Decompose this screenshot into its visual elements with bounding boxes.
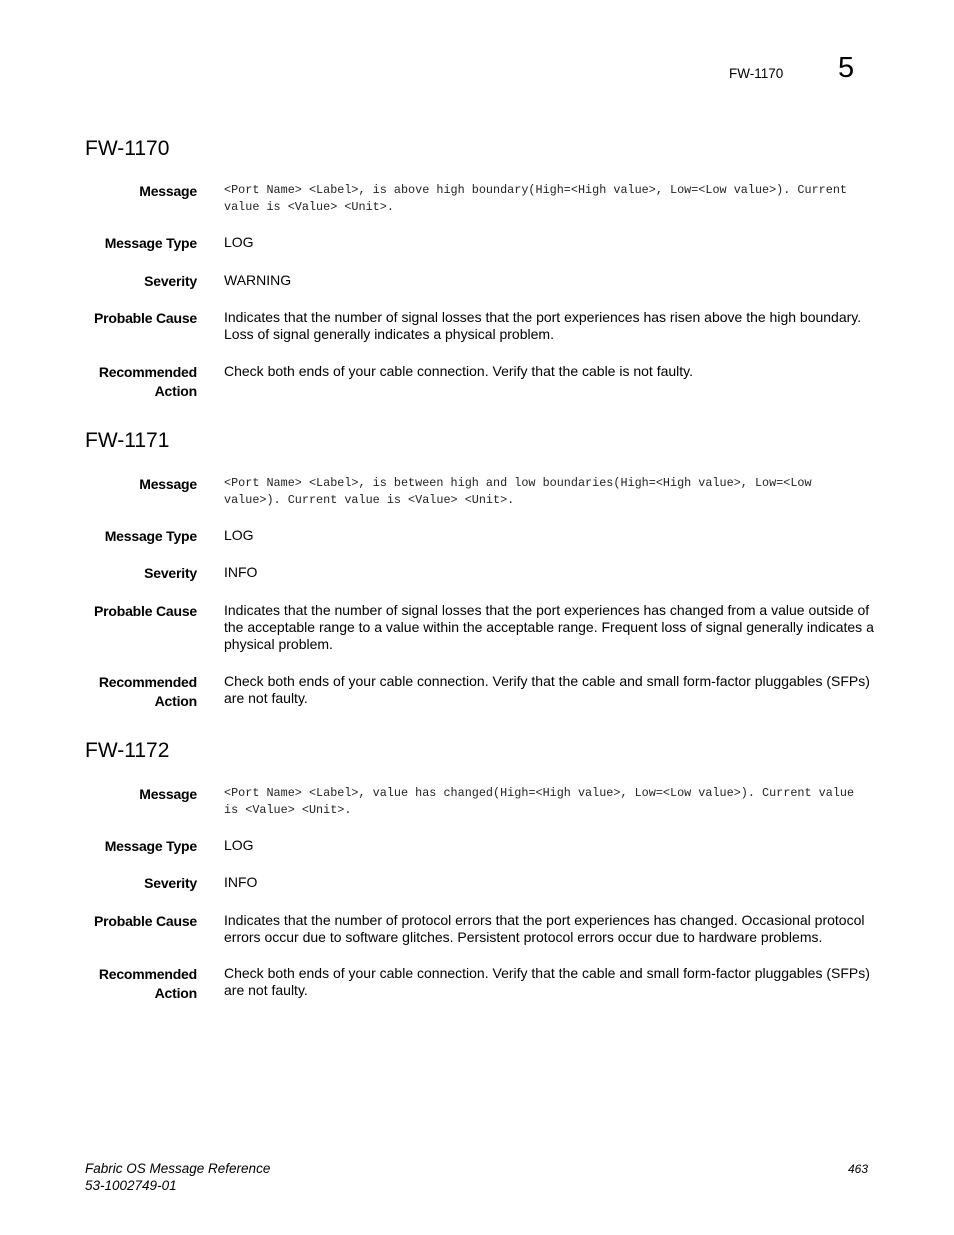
message-type-label: Message Type (104, 528, 197, 544)
recommended-label-line2: Action (154, 985, 197, 1001)
message-text: <Port Name> <Label>, value has changed(High=<High value>, Low=<Low value>). Current value is <Value> <Unit>. (224, 786, 855, 817)
message-text: <Port Name> <Label>, is above high boundary(High=<High value>, Low=<Low value>). Current value is <Value> <Unit>. (224, 183, 847, 214)
chapter-number: 5 (838, 52, 855, 84)
probable-cause-label: Probable Cause (93, 310, 197, 326)
severity-value: INFO (224, 564, 258, 580)
message-text: <Port Name> <Label>, is between high and low boundaries(High=<High value>, Low=<Low value>). Current value is <Value> <Unit>. (224, 476, 812, 507)
recommended-action-text: Check both ends of your cable connection. Verify that the cable and small form-factor pluggables (SFPs) are not faulty. (224, 965, 870, 998)
severity-value: INFO (224, 874, 258, 890)
message-type-value: LOG (224, 837, 254, 853)
section-title: FW-1172 (85, 739, 170, 762)
footer-page-number: 463 (848, 1162, 869, 1176)
severity-value: WARNING (224, 272, 292, 288)
severity-label: Severity (144, 875, 197, 891)
severity-label: Severity (144, 565, 197, 581)
probable-cause-text: Indicates that the number of signal losses that the port experiences has risen above the high boundary. Loss of signal generally indicates a physical problem. (224, 309, 862, 342)
probable-cause-text: Indicates that the number of protocol errors that the port experiences has changed. Occasional protocol errors occur due to software glitches. Persistent protocol errors occur due to hardware problems. (224, 912, 865, 945)
probable-cause-label: Probable Cause (93, 913, 197, 929)
message-label: Message (139, 786, 197, 802)
footer-doc-number: 53-1002749-01 (85, 1178, 177, 1193)
recommended-action-text: Check both ends of your cable connection. Verify that the cable is not faulty. (224, 363, 694, 379)
section-title: FW-1170 (85, 137, 170, 160)
recommended-label-line2: Action (154, 693, 197, 709)
recommended-label-line1: Recommended (98, 364, 197, 380)
footer-doc-title: Fabric OS Message Reference (85, 1161, 271, 1176)
message-type-value: LOG (224, 527, 254, 543)
probable-cause-label: Probable Cause (93, 603, 197, 619)
message-type-label: Message Type (104, 838, 197, 854)
message-label: Message (139, 183, 197, 199)
probable-cause-text: Indicates that the number of signal losses that the port experiences has changed from a value outside of the acceptable range to a value within the acceptable range. Frequent loss of signal generally indicates a physical problem. (224, 602, 874, 652)
recommended-label-line1: Recommended (98, 674, 197, 690)
recommended-action-text: Check both ends of your cable connection. Verify that the cable and small form-factor pluggables (SFPs) are not faulty. (224, 673, 870, 706)
recommended-label-line2: Action (154, 383, 197, 399)
recommended-label-line1: Recommended (98, 966, 197, 982)
section-title: FW-1171 (85, 429, 170, 452)
message-label: Message (139, 476, 197, 492)
recommended-action-label (57, 673, 197, 711)
message-type-label: Message Type (104, 235, 197, 251)
message-type-value: LOG (224, 234, 254, 250)
recommended-action-label (57, 363, 197, 401)
recommended-action-label (57, 965, 197, 1003)
severity-label: Severity (144, 273, 197, 289)
header-message-id: FW-1170 (729, 66, 784, 81)
